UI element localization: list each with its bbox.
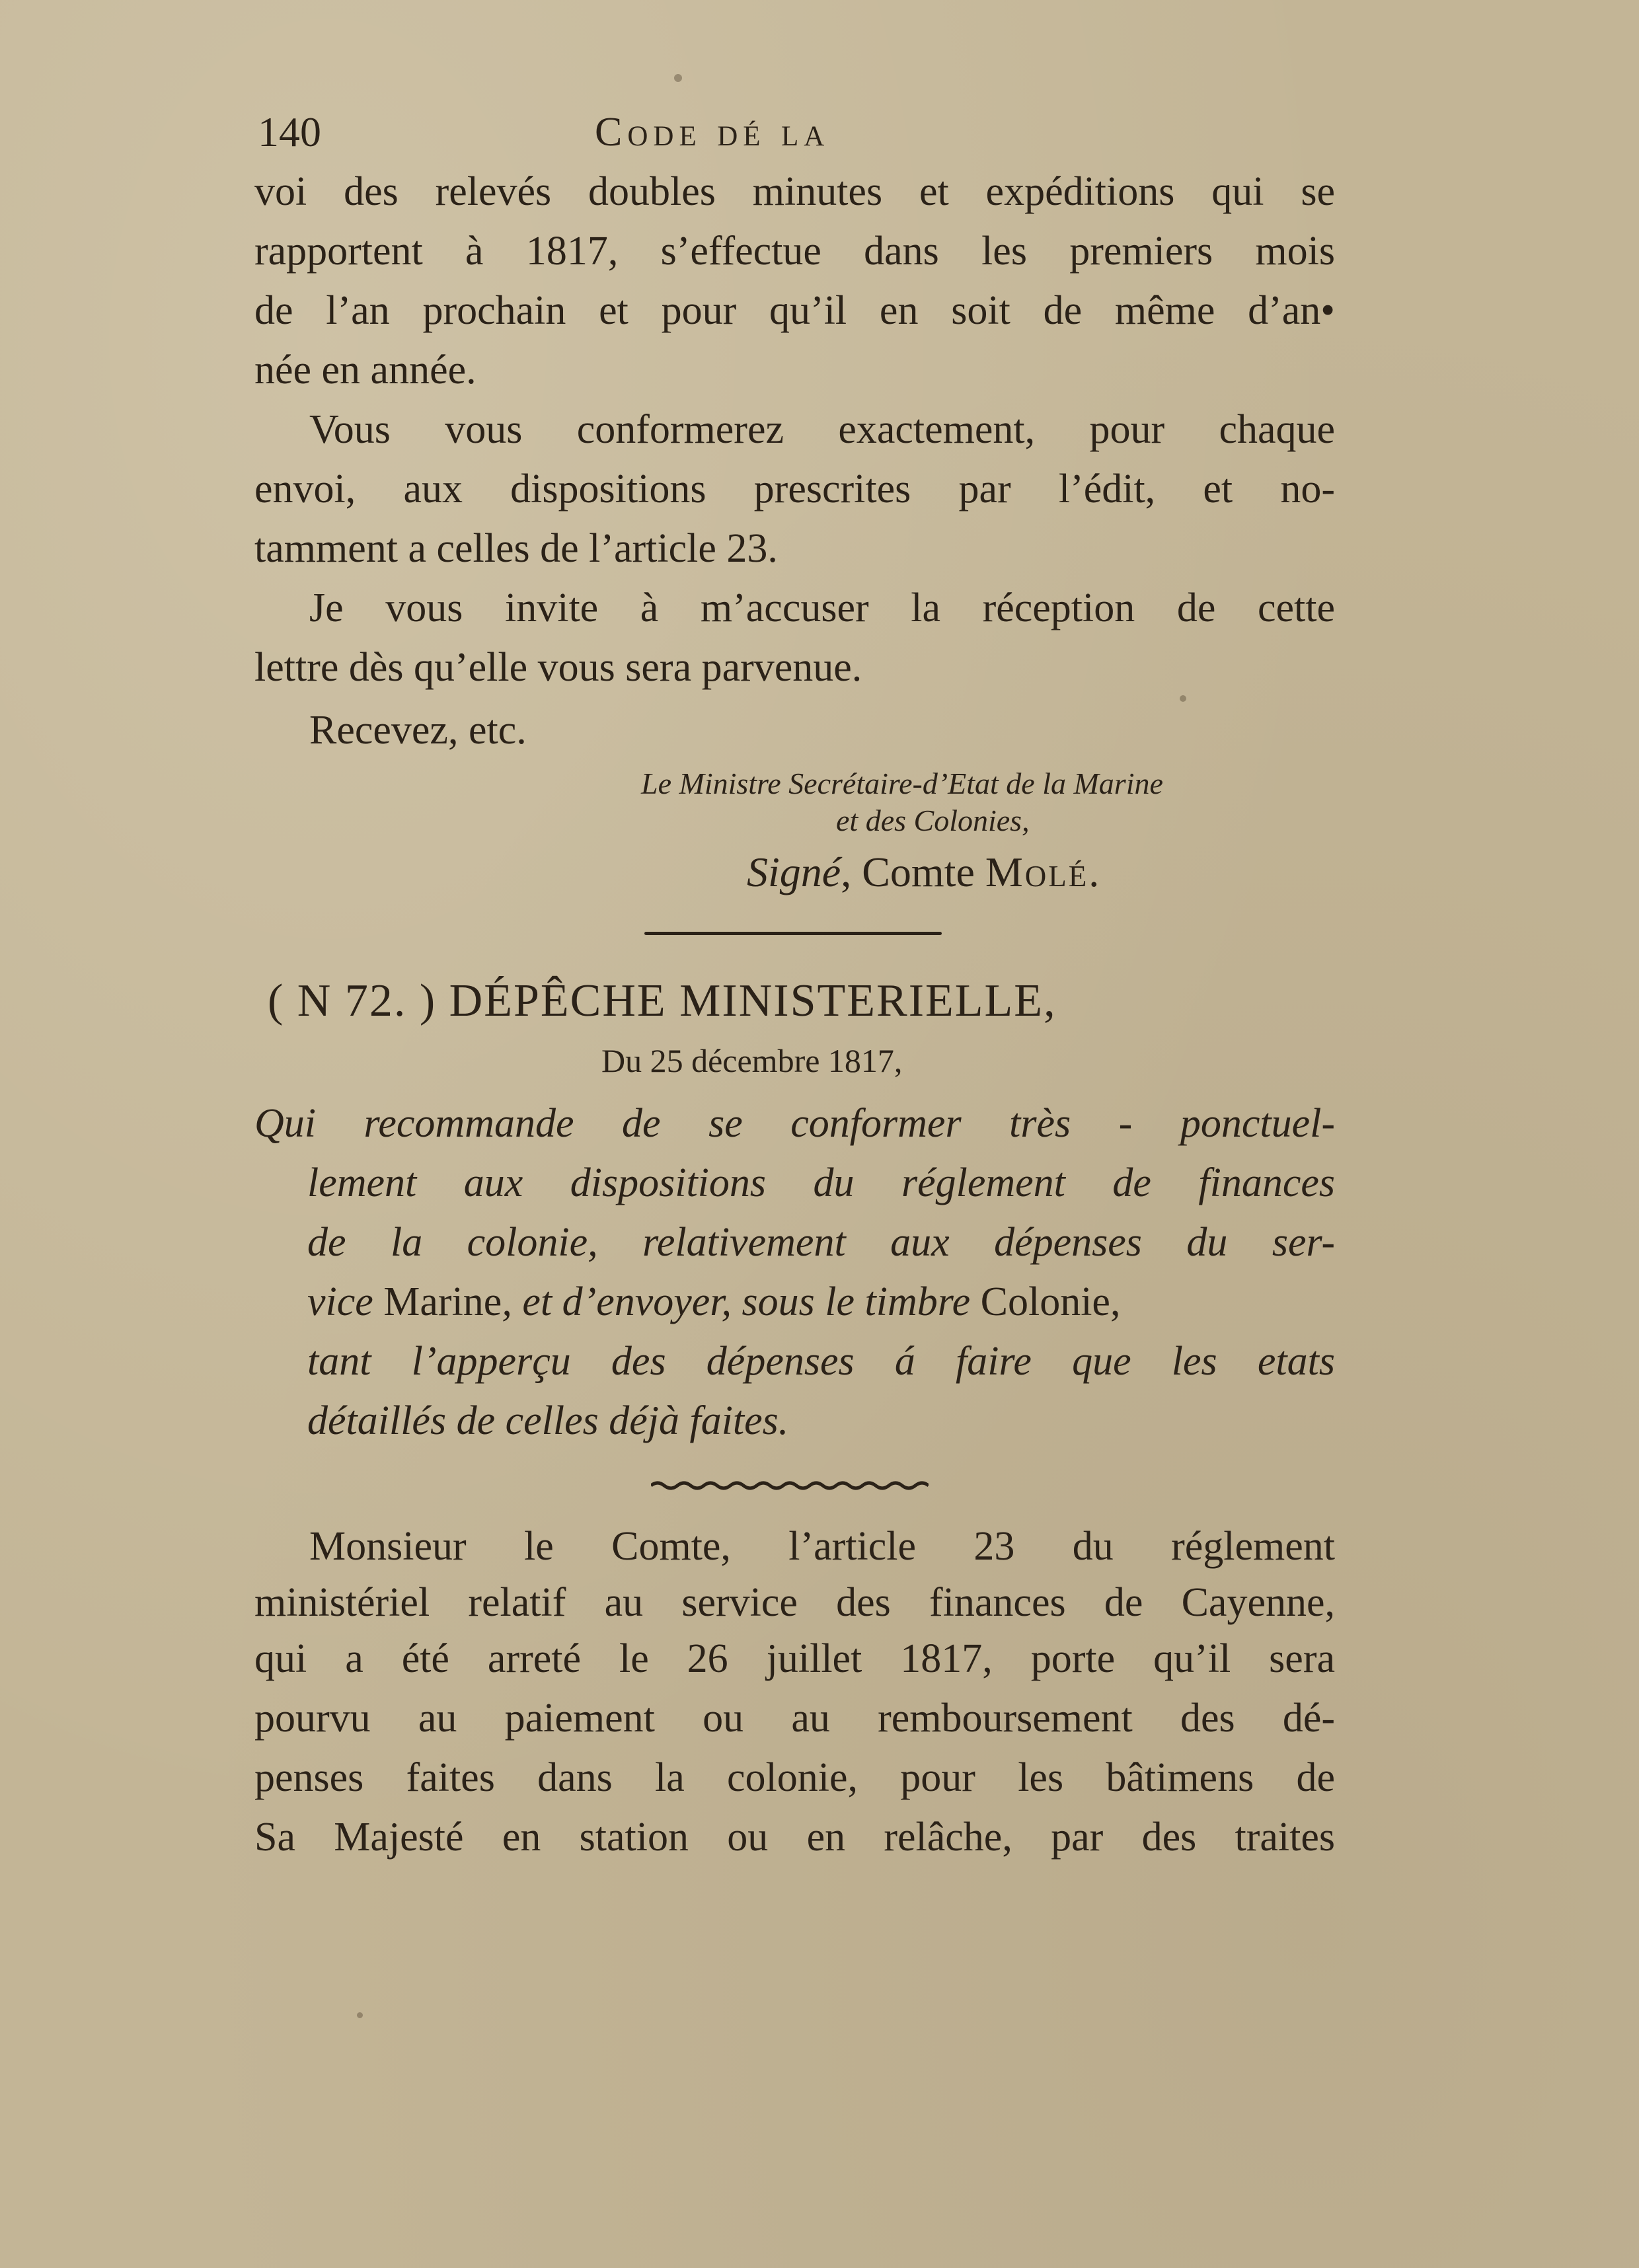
text-line: penses faites dans la colonie, pour les bâtimens de bbox=[254, 1755, 1335, 1800]
signature-office: Le Ministre Secrétaire-d’Etat de la Marine bbox=[641, 767, 1163, 800]
text-line: de l’an prochain et pour qu’il en soit de même d’an• bbox=[254, 288, 1335, 333]
summary-fragment: vice bbox=[307, 1279, 384, 1324]
summary-line: détaillés de celles déjà faites. bbox=[307, 1398, 789, 1443]
summary-line: Qui recommande de se conformer très - ponctuel- bbox=[254, 1101, 1335, 1146]
signed-label: Signé bbox=[747, 849, 841, 895]
paper-speck bbox=[674, 74, 682, 82]
text-line: Sa Majesté en station ou en relâche, par des traites bbox=[254, 1815, 1335, 1860]
running-title: Code dé la bbox=[595, 110, 830, 155]
summary-line: de la colonie, relativement aux dépenses du ser- bbox=[307, 1220, 1335, 1265]
summary-fragment: Marine bbox=[383, 1279, 502, 1324]
signed-sep: , Comte bbox=[841, 849, 985, 895]
signature bbox=[747, 846, 1101, 899]
paper-speck bbox=[357, 2012, 363, 2018]
summary-line bbox=[307, 1272, 1335, 1332]
section-rule bbox=[644, 932, 942, 935]
summary-line: lement aux dispositions du réglement de finances bbox=[307, 1160, 1335, 1205]
wavy-ornament-svg bbox=[651, 1480, 929, 1491]
summary-fragment: , bbox=[1110, 1279, 1121, 1324]
text-line: lettre dès qu’elle vous sera parvenue. bbox=[254, 645, 862, 690]
text-line: Je vous invite à m’accuser la réception de cette bbox=[309, 586, 1335, 630]
closing-formula: Recevez, etc. bbox=[309, 708, 527, 753]
signature-office-cont: et des Colonies, bbox=[836, 804, 1030, 837]
text-line: qui a été arreté le 26 juillet 1817, porte qu’il sera bbox=[254, 1636, 1335, 1681]
text-line: Monsieur le Comte, l’article 23 du réglement bbox=[309, 1524, 1335, 1569]
text-line: née en année. bbox=[254, 348, 476, 393]
dispatch-date: Du 25 décembre 1817, bbox=[601, 1042, 903, 1079]
wavy-ornament bbox=[651, 1480, 929, 1491]
text-line: envoi, aux dispositions prescrites par l’édit, et no- bbox=[254, 467, 1335, 511]
text-line: tamment a celles de l’article 23. bbox=[254, 526, 778, 571]
summary-fragment: Colonie bbox=[980, 1279, 1110, 1324]
text-line: pourvu au paiement ou au remboursement des dé- bbox=[254, 1696, 1335, 1741]
text-line: rapportent à 1817, s’effectue dans les premiers mois bbox=[254, 229, 1335, 274]
text-line: ministériel relatif au service des finances de Cayenne, bbox=[254, 1580, 1335, 1625]
dispatch-title: ( N 72. ) DÉPÊCHE MINISTERIELLE, bbox=[268, 975, 1057, 1026]
text-line: Vous vous conformerez exactement, pour chaque bbox=[309, 407, 1335, 452]
summary-line: tant l’apperçu des dépenses á faire que les etats bbox=[307, 1339, 1335, 1384]
paper-speck bbox=[1180, 695, 1186, 702]
page-number: 140 bbox=[258, 108, 321, 155]
summary-fragment: , et d’envoyer, sous le timbre bbox=[502, 1279, 981, 1324]
text-line: voi des relevés doubles minutes et expéditions qui se bbox=[254, 169, 1335, 214]
signer-name: Molé. bbox=[985, 849, 1102, 895]
